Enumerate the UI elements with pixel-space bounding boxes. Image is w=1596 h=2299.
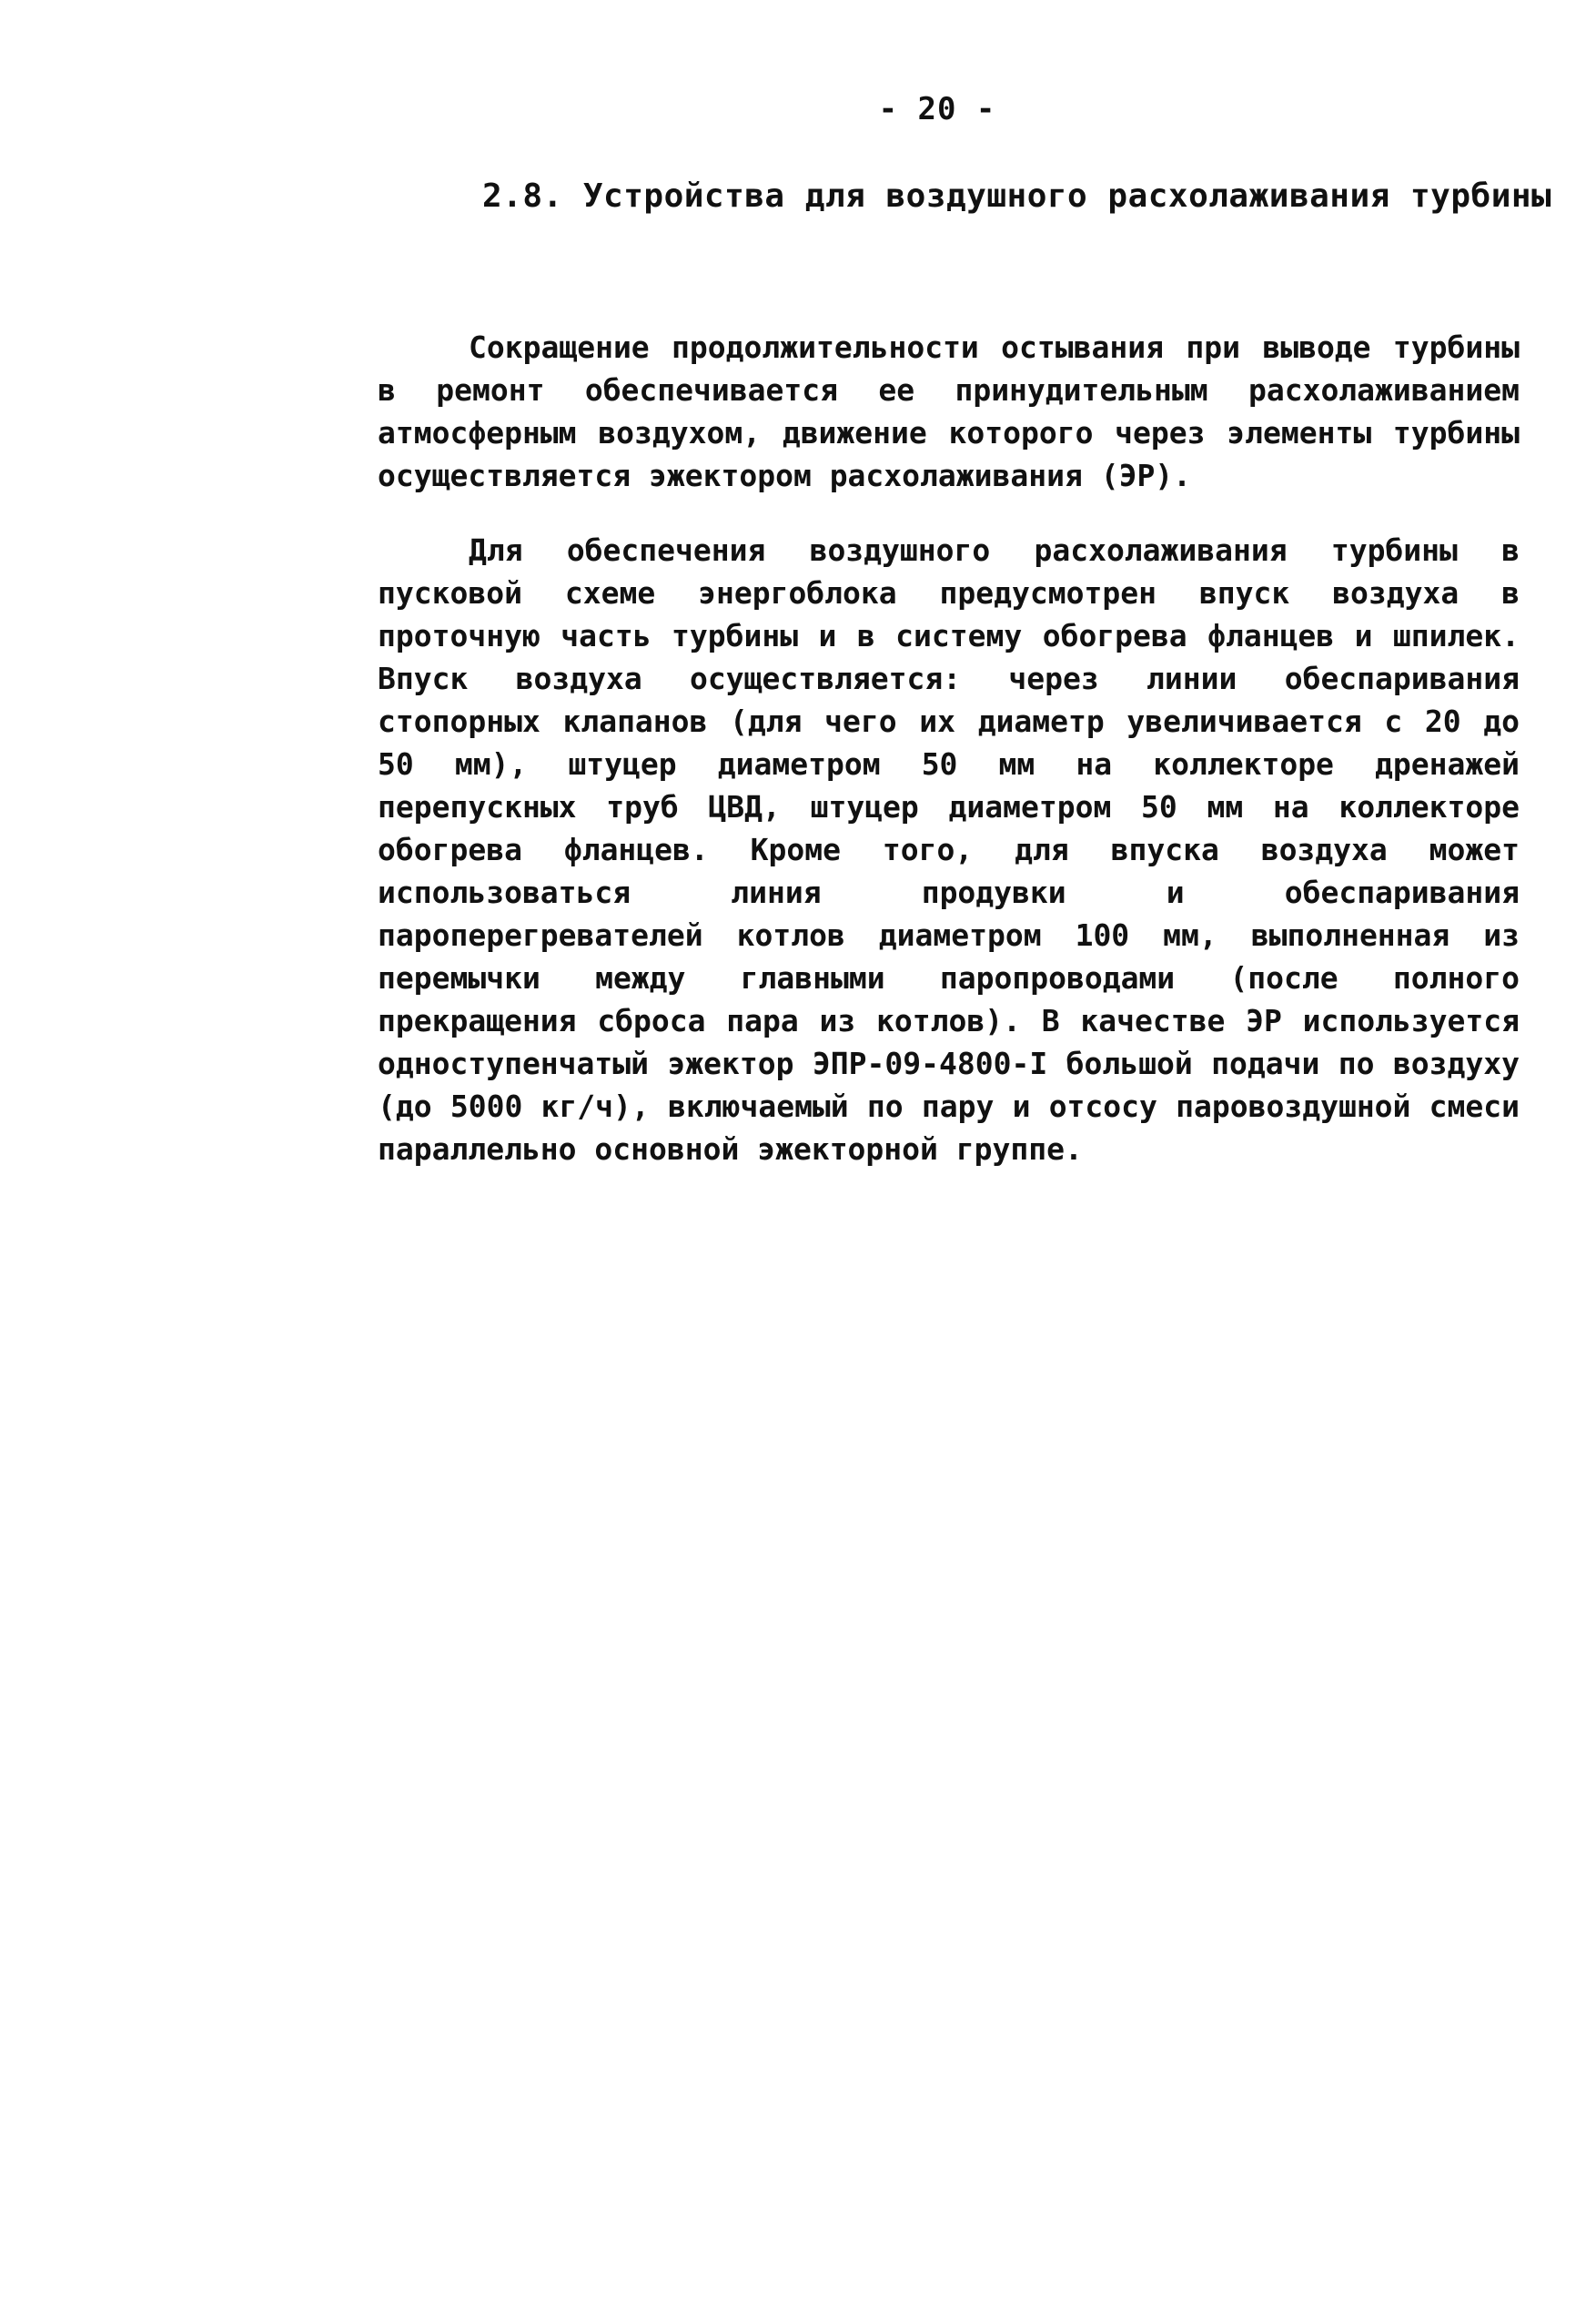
page-number: - 20 - xyxy=(878,91,996,127)
paragraph-2: Для обеспечения воздушного расхолаживания турбины в пусковой схеме энергоблока предусмотрен впуск воздуха в проточную часть турбины и в систему обогрева фланцев и шпилек. Впуск воздуха осуществляется: через линии обеспаривания стопорных клапанов (для чего их диаметр увеличивается с 20 до 50 мм), штуцер диаметром 50 мм на коллекторе дренажей перепускных труб ЦВД, штуцер диаметром 50 мм на коллекторе обогрева фланцев. Кроме того, для впуска воздуха может использоваться линия продувки и обеспаривания пароперегревателей котлов диаметром 100 мм, выполненная из перемычки между главными паропроводами (после полного прекращения сброса пара из котлов). В качестве ЭР используется одноступенчатый эжектор ЭПР-09-4800-I большой подачи по воздуху (до 5000 кг/ч), включаемый по пару и отсосу паровоздушной смеси параллельно основной эжекторной группе. xyxy=(378,532,1520,1167)
section-title: 2.8. Устройства для воздушного расхолаживания турбины xyxy=(482,177,1552,215)
paragraph-1: Сокращение продолжительности остывания при выводе турбины в ремонт обеспечивается ее принудительным расхолаживанием атмосферным воздухом, движение которого через элементы турбины осуществляется эжектором расхолаживания (ЭР). xyxy=(378,329,1520,493)
